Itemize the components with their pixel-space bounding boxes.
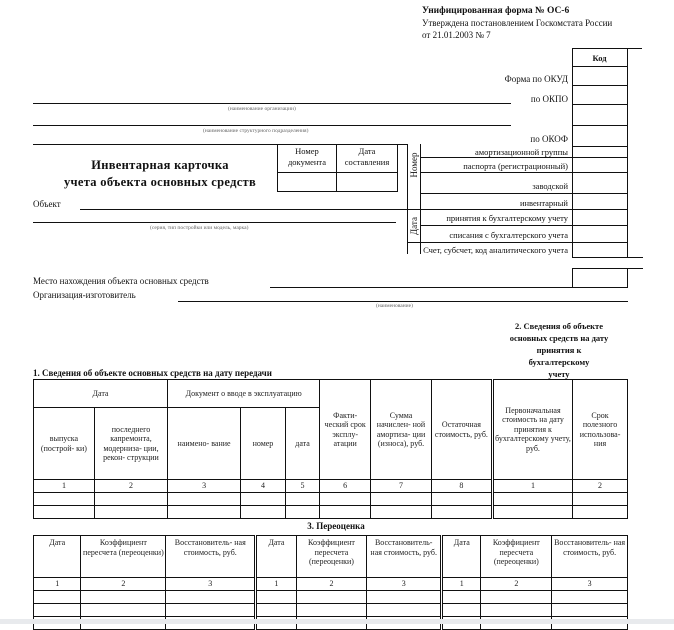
col-num: 2	[481, 578, 552, 591]
col-num: 1	[492, 480, 572, 493]
card-title-line-1: Инвентарная карточка	[91, 158, 229, 172]
table-cell[interactable]	[371, 506, 432, 519]
date-group-label: Дата	[409, 217, 419, 235]
object-line-2[interactable]	[33, 222, 396, 223]
form-title: Унифицированная форма № ОС-6	[422, 6, 570, 16]
header-reval-coef: Коэффициент пересчета (переоценки)	[81, 536, 166, 578]
doc-date-header-1: Дата	[358, 146, 376, 156]
amortization-group-label: амортизационной группы	[475, 147, 568, 157]
okof-label: по ОКОФ	[530, 134, 568, 144]
col-num: 2	[573, 480, 628, 493]
table-cell[interactable]	[34, 591, 81, 604]
col-num: 2	[94, 480, 167, 493]
header-doc-number: номер	[241, 408, 286, 480]
table-row	[34, 506, 628, 519]
col-num: 6	[320, 480, 371, 493]
side-block-left	[407, 144, 408, 254]
section2-title-3: принятия к	[536, 345, 582, 355]
table-row	[34, 604, 628, 617]
side-block-inner	[420, 144, 421, 254]
col-num: 1	[34, 480, 95, 493]
location-line[interactable]	[270, 287, 572, 288]
table-cell[interactable]	[442, 604, 481, 617]
col-num: 3	[367, 578, 442, 591]
table-cell[interactable]	[481, 604, 552, 617]
object-line-1[interactable]	[80, 209, 408, 210]
col-num: 8	[431, 480, 492, 493]
table-cell[interactable]	[34, 493, 95, 506]
header-reval-date: Дата	[34, 536, 81, 578]
section2-title-4: бухгалтерскому	[528, 357, 590, 367]
doc-number-header-2: документа	[287, 157, 326, 167]
table-cell[interactable]	[320, 493, 371, 506]
card-title-line-2: учета объекта основных средств	[63, 175, 257, 189]
account-field[interactable]	[572, 242, 628, 258]
header-reval-cost: Восстановитель- ная стоимость, руб.	[552, 536, 628, 578]
table-cell[interactable]	[168, 493, 241, 506]
header-doc-group: Документ о вводе в эксплуатацию	[168, 380, 320, 408]
account-label: Счет, субсчет, код аналитического учета	[423, 245, 568, 255]
date-row-line	[420, 225, 572, 226]
num-row-line-2	[420, 172, 572, 173]
viewer-bottom-edge	[0, 619, 674, 624]
okud-label: Форма по ОКУД	[504, 74, 568, 84]
header-date-group: Дата	[34, 380, 168, 408]
approval-line-1: Утверждена постановлением Госкомстата России	[422, 18, 613, 28]
table-cell[interactable]	[256, 591, 296, 604]
object-label: Объект	[33, 199, 61, 209]
doc-date-header-2: составления	[344, 157, 390, 167]
header-residual-value: Остаточная стоимость, руб.	[431, 380, 492, 480]
col-num: 7	[371, 480, 432, 493]
header-reval-date: Дата	[442, 536, 481, 578]
table-cell[interactable]	[481, 591, 552, 604]
table-cell[interactable]	[81, 604, 166, 617]
table-cell[interactable]	[241, 493, 286, 506]
factory-number-field[interactable]	[572, 172, 628, 194]
col-num: 2	[81, 578, 166, 591]
col-num: 1	[442, 578, 481, 591]
revaluation-table	[33, 535, 628, 630]
table-cell[interactable]	[367, 591, 442, 604]
num-row-line-3	[420, 193, 572, 194]
location-label: Место нахождения объекта основных средств	[33, 276, 209, 286]
passport-number-field[interactable]	[572, 157, 628, 173]
doc-number-field[interactable]	[278, 173, 335, 191]
extra-code-field[interactable]	[572, 104, 628, 126]
number-group-label: Номер	[409, 152, 419, 178]
col-num: 1	[256, 578, 296, 591]
inventory-number-label: инвентарный	[519, 198, 568, 208]
doc-number-header-1: Номер	[295, 146, 319, 156]
header-reval-date: Дата	[256, 536, 296, 578]
header-useful-life: Срок полезного использова- ния	[573, 380, 628, 480]
table-cell[interactable]	[492, 493, 572, 506]
account-tail-line	[627, 257, 643, 258]
section1-title: 1. Сведения об объекте основных средств на дату передачи	[33, 368, 272, 378]
table-cell[interactable]	[34, 604, 81, 617]
table-cell[interactable]	[241, 506, 286, 519]
table-cell[interactable]	[573, 506, 628, 519]
doc-date-field[interactable]	[337, 173, 397, 191]
table-cell[interactable]	[94, 493, 167, 506]
manufacturer-line[interactable]	[178, 301, 628, 302]
table-cell[interactable]	[371, 493, 432, 506]
okpo-code-field[interactable]	[572, 85, 628, 105]
col-num: 3	[552, 578, 628, 591]
acceptance-date-field[interactable]	[572, 209, 628, 226]
object-caption: (серия, тип постройки или модель, марка)	[150, 225, 249, 231]
col-num: 2	[296, 578, 367, 591]
table-cell[interactable]	[367, 604, 442, 617]
date-block-bottom	[407, 242, 572, 243]
okud-code-field[interactable]	[572, 66, 628, 86]
sections-1-2-table	[33, 379, 628, 519]
okof-code-field[interactable]	[572, 125, 628, 147]
organization-caption: (наименование организации)	[228, 106, 296, 112]
table-cell[interactable]	[168, 506, 241, 519]
table-cell[interactable]	[492, 506, 572, 519]
approval-line-2: от 21.01.2003 № 7	[422, 30, 491, 40]
subdivision-caption: (наименование структурного подразделения)	[203, 128, 309, 134]
section2-title-1: 2. Сведения об объекте	[515, 321, 603, 331]
table-cell[interactable]	[320, 506, 371, 519]
passport-number-label: паспорта (регистрационный)	[463, 161, 568, 171]
header-last-repair-date: последнего капремонта, модерниза- ции, рекон- струкции	[94, 408, 167, 480]
table-cell[interactable]	[431, 493, 492, 506]
header-reval-coef: Коэффициент пересчета (переоценки)	[481, 536, 552, 578]
table-cell[interactable]	[166, 591, 256, 604]
table-cell[interactable]	[431, 506, 492, 519]
table-cell[interactable]	[166, 604, 256, 617]
header-actual-term: Факти- ческий срок эксплу- атации	[320, 380, 371, 480]
table-cell[interactable]	[81, 591, 166, 604]
table-cell[interactable]	[552, 604, 628, 617]
writeoff-date-label: списания с бухгалтерского учета	[449, 230, 568, 240]
header-reval-coef: Коэффициент пересчета (переоценки)	[296, 536, 367, 578]
col-num: 1	[34, 578, 81, 591]
section2-title-5: учету	[548, 369, 570, 379]
header-doc-name: наимено- вание	[168, 408, 241, 480]
subdivision-name-line[interactable]	[33, 125, 511, 126]
factory-number-label: заводской	[532, 181, 568, 191]
organization-name-line[interactable]	[33, 103, 511, 104]
table-row	[34, 591, 628, 604]
col-num: 3	[166, 578, 256, 591]
header-initial-cost: Первоначальная стоимость на дату принятия к бухгалтерскому учету, руб.	[492, 380, 572, 480]
code-column-label: Код	[592, 53, 607, 63]
col-num: 3	[168, 480, 241, 493]
section3-title: 3. Переоценка	[307, 521, 365, 531]
num-row-line-1	[420, 157, 572, 158]
table-cell[interactable]	[442, 591, 481, 604]
acceptance-date-label: принятия к бухгалтерскому учету	[446, 213, 568, 223]
header-reval-cost: Восстановитель- ная стоимость, руб.	[367, 536, 442, 578]
section2-title-2: основных средств на дату	[509, 333, 609, 343]
header-issue-date: выпуска (построй- ки)	[34, 408, 95, 480]
header-reval-cost: Восстановитель- ная стоимость, руб.	[166, 536, 256, 578]
num-date-separator	[407, 209, 572, 210]
table-cell[interactable]	[285, 506, 320, 519]
col-num: 4	[241, 480, 286, 493]
table-cell[interactable]	[552, 591, 628, 604]
table-cell[interactable]	[94, 506, 167, 519]
table-row	[34, 493, 628, 506]
header-depreciation-sum: Сумма начислен- ной амортиза- ции (износа), руб.	[371, 380, 432, 480]
table-cell[interactable]	[34, 506, 95, 519]
table-cell[interactable]	[573, 493, 628, 506]
location-code-field[interactable]	[572, 268, 628, 288]
manufacturer-label: Организация-изготовитель	[33, 290, 136, 300]
table-cell[interactable]	[256, 604, 296, 617]
table-cell[interactable]	[296, 591, 367, 604]
okpo-label: по ОКПО	[530, 94, 568, 104]
writeoff-date-field[interactable]	[572, 225, 628, 243]
manufacturer-caption: (наименование)	[376, 303, 413, 309]
col-num: 5	[285, 480, 320, 493]
code-top-line	[572, 48, 642, 49]
inventory-number-field[interactable]	[572, 193, 628, 210]
header-doc-date: дата	[285, 408, 320, 480]
table-cell[interactable]	[296, 604, 367, 617]
table-cell[interactable]	[285, 493, 320, 506]
